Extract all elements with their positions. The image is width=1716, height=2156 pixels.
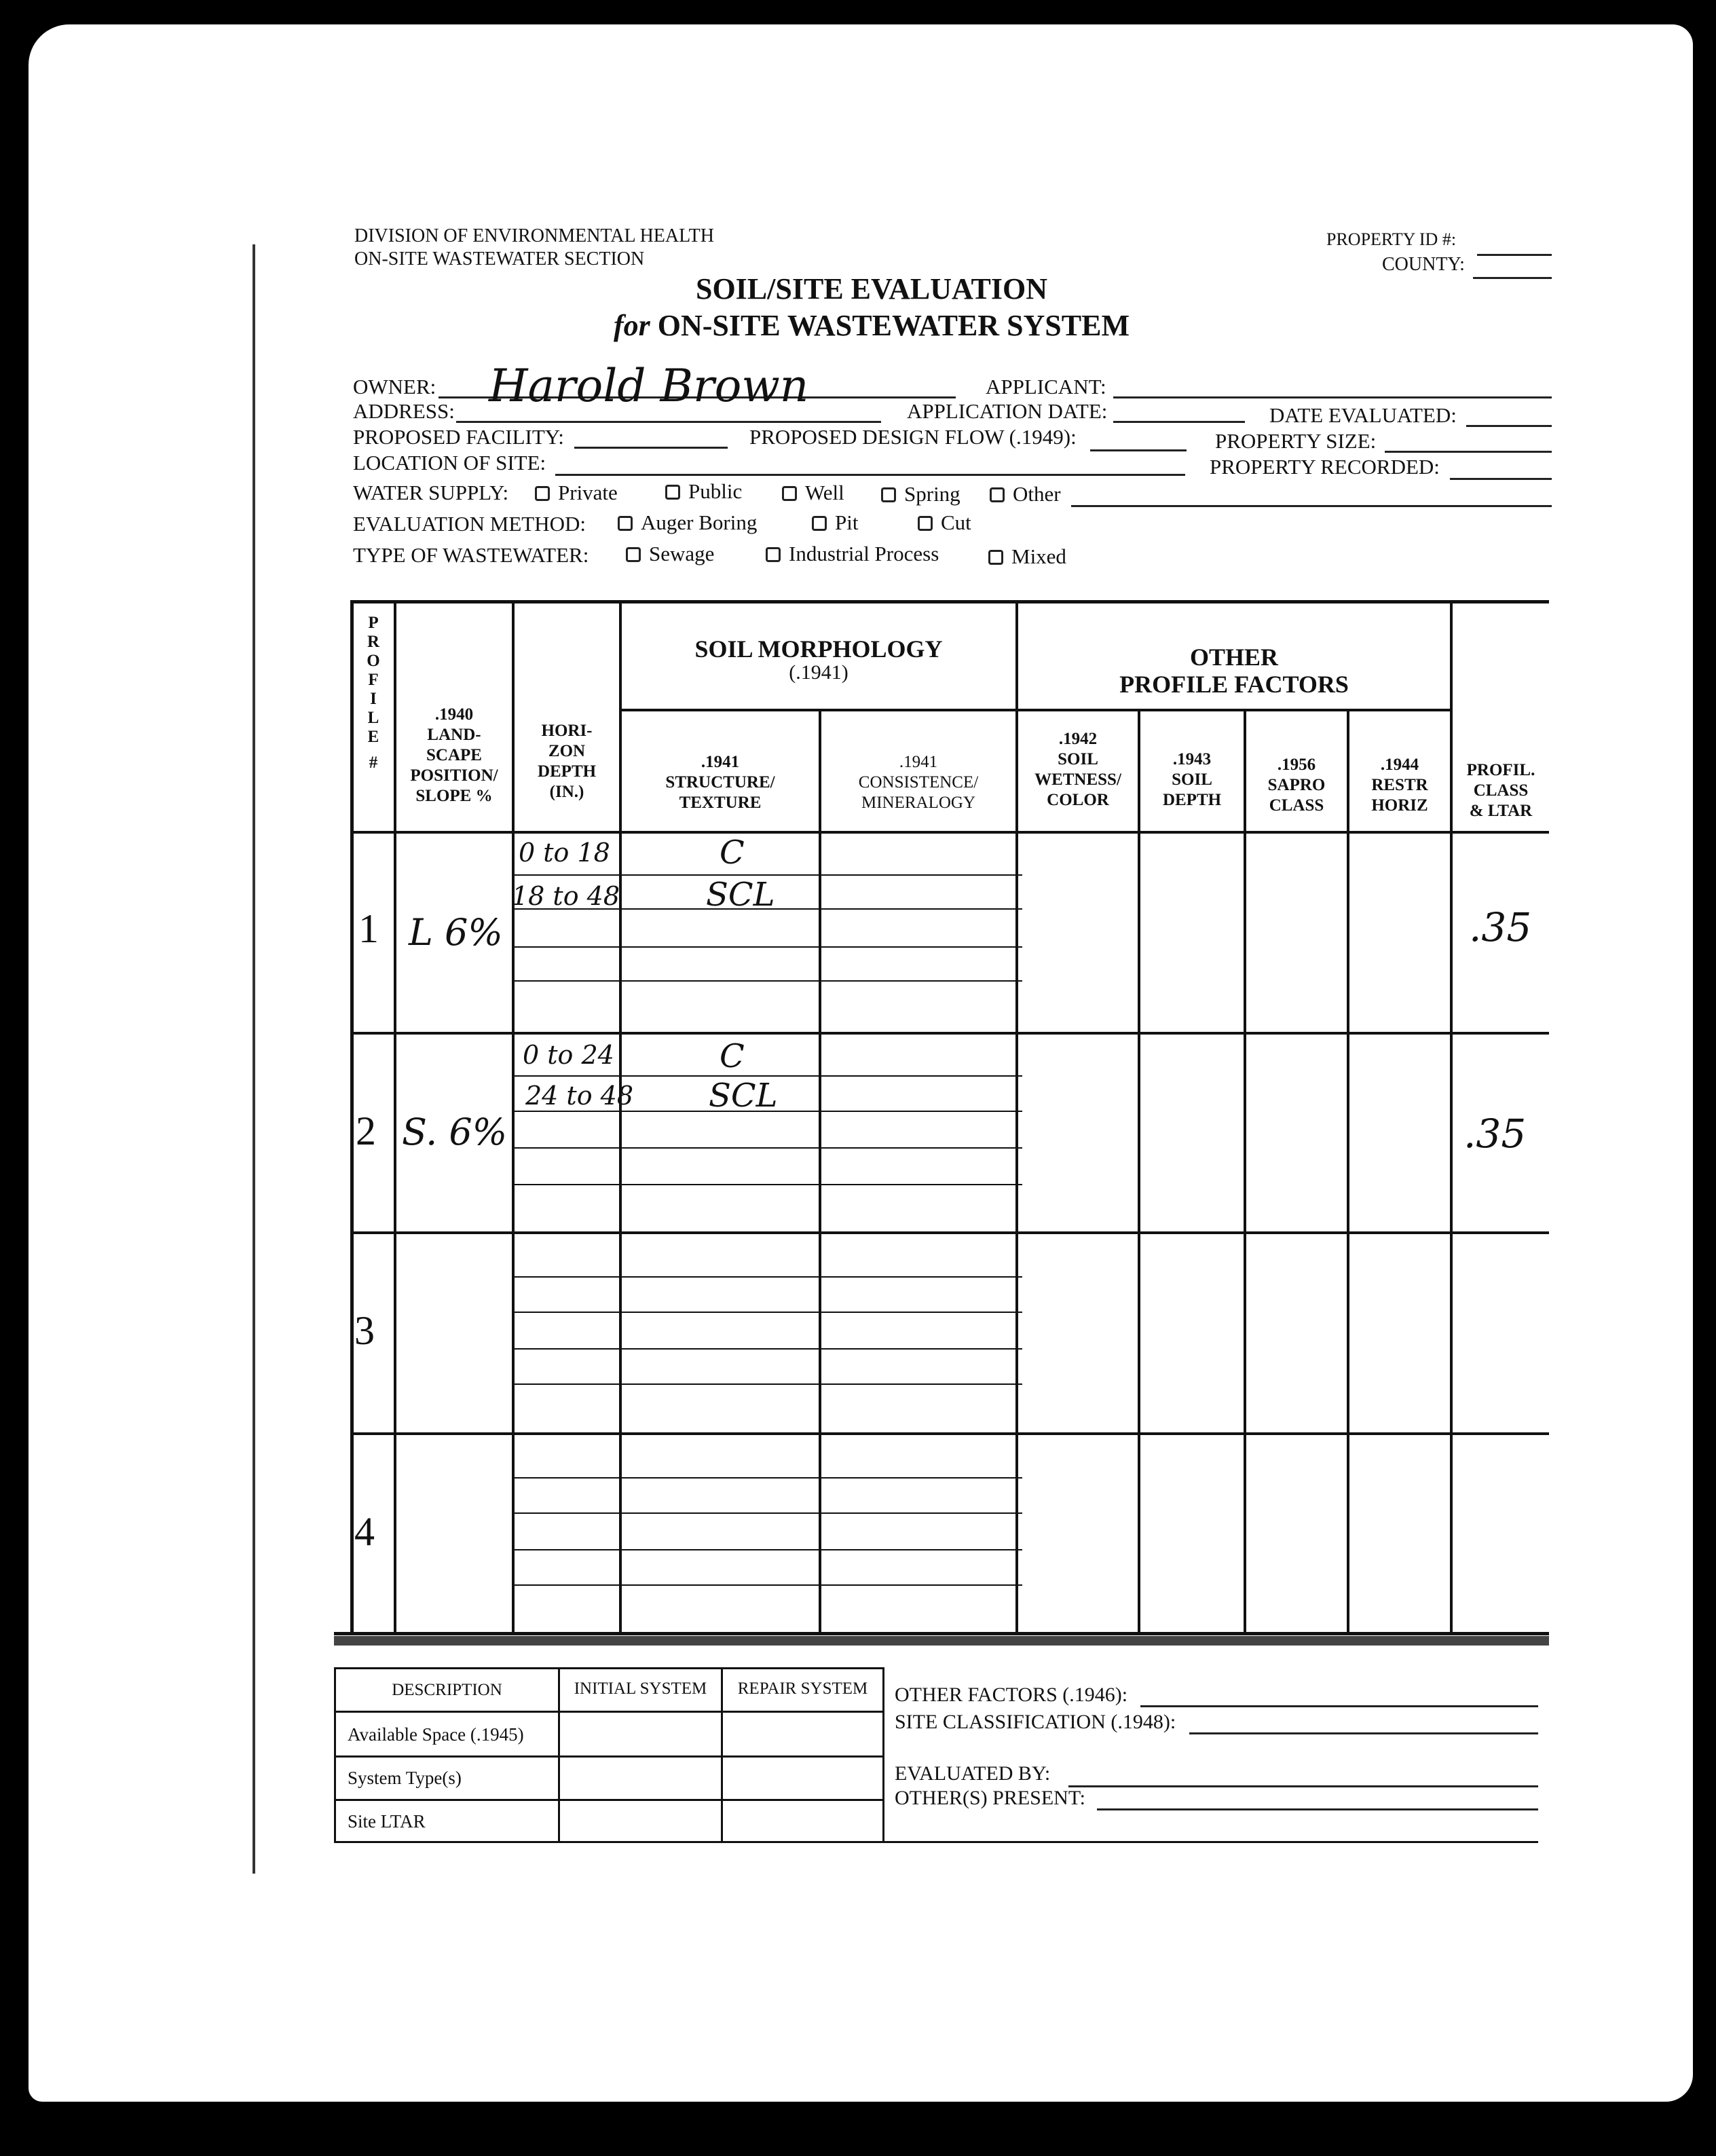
other-factors-header: OTHER PROFILE FACTORS (1119, 644, 1349, 698)
proposed-facility-line (574, 447, 728, 449)
cut-checkbox[interactable]: Cut (918, 510, 971, 535)
profile-1-ltar: .35 (1469, 904, 1532, 950)
profile-number-3: 3 (354, 1308, 375, 1353)
page-left-rule (253, 244, 255, 1874)
profile-1-texture-2: SCL (706, 876, 775, 914)
structure-col-header: .1941 STRUCTURE/ TEXTURE (665, 753, 775, 812)
system-type-label: System Type(s) (348, 1768, 462, 1788)
water-other-line (1071, 505, 1552, 507)
soil-morphology-header: SOIL MORPHOLOGY (.1941) (694, 635, 943, 684)
profile-col-header: P R O F I L E # (367, 614, 380, 772)
date-evaluated-line (1466, 425, 1552, 427)
soil-depth-col-header: .1943 SOIL DEPTH (1162, 750, 1222, 809)
water-spring-checkbox[interactable]: Spring (881, 482, 960, 506)
initial-system-header: INITIAL SYSTEM (574, 1679, 707, 1698)
profile-2-texture-1: C (720, 1037, 745, 1075)
landscape-col-header: .1940 LAND- SCAPE POSITION/ SLOPE % (410, 705, 498, 805)
others-present-line (1097, 1808, 1538, 1810)
form-title: SOIL/SITE EVALUATION (695, 272, 1047, 305)
mixed-checkbox[interactable]: Mixed (988, 544, 1066, 569)
profile-2-depth-1: 0 to 24 (523, 1040, 614, 1070)
pit-checkbox[interactable]: Pit (812, 510, 858, 535)
site-ltar-label: Site LTAR (348, 1811, 426, 1832)
profile-2-slope: S. 6% (402, 1111, 508, 1153)
others-present-label: OTHER(S) PRESENT: (895, 1787, 1086, 1809)
evaluation-method-label: EVALUATION METHOD: (353, 512, 586, 536)
profile-number-4: 4 (354, 1509, 375, 1554)
design-flow-label: PROPOSED DESIGN FLOW (.1949): (749, 425, 1077, 449)
property-size-line (1385, 451, 1552, 453)
profile-2-depth-2: 24 to 48 (525, 1081, 634, 1111)
profile-class-col-header: PROFIL. CLASS & LTAR (1466, 761, 1535, 820)
property-recorded-label: PROPERTY RECORDED: (1210, 455, 1440, 479)
available-space-label: Available Space (.1945) (348, 1724, 524, 1745)
form-subtitle: for ON-SITE WASTEWATER SYSTEM (613, 309, 1130, 342)
sewage-checkbox[interactable]: Sewage (626, 542, 714, 566)
division-label: DIVISION OF ENVIRONMENTAL HEALTH (354, 225, 714, 246)
restr-col-header: .1944 RESTR HORIZ (1371, 756, 1428, 815)
sapro-col-header: .1956 SAPRO CLASS (1267, 756, 1326, 815)
application-date-label: APPLICATION DATE: (907, 399, 1108, 423)
profile-2-ltar: .35 (1463, 1111, 1527, 1157)
wastewater-type-label: TYPE OF WASTEWATER: (353, 543, 589, 567)
industrial-process-checkbox[interactable]: Industrial Process (766, 542, 939, 566)
location-line (555, 474, 1185, 476)
profile-number-2: 2 (356, 1109, 376, 1153)
profile-table (334, 600, 1549, 1635)
profile-1-depth-2: 18 to 48 (512, 881, 620, 911)
wetness-col-header: .1942 SOIL WETNESS/ COLOR (1034, 730, 1121, 809)
owner-label: OWNER: (353, 375, 436, 398)
proposed-facility-label: PROPOSED FACILITY: (353, 425, 564, 449)
other-factors-label: OTHER FACTORS (.1946): (895, 1684, 1128, 1706)
county-label: COUNTY: (1382, 254, 1465, 275)
water-supply-label: WATER SUPPLY: (353, 481, 509, 504)
site-classification-line (1189, 1732, 1538, 1734)
applicant-label: APPLICANT: (986, 375, 1106, 398)
repair-system-header: REPAIR SYSTEM (737, 1679, 868, 1698)
profile-1-depth-1: 0 to 18 (519, 838, 610, 868)
horizon-col-header: HORI- ZON DEPTH (IN.) (537, 722, 597, 801)
water-other-checkbox[interactable]: Other (990, 482, 1061, 506)
address-line (456, 421, 881, 423)
address-label: ADDRESS: (353, 399, 455, 423)
evaluated-by-line (1068, 1785, 1538, 1787)
water-private-checkbox[interactable]: Private (535, 481, 618, 505)
other-factors-line (1140, 1705, 1538, 1707)
section-label: ON-SITE WASTEWATER SECTION (354, 248, 645, 270)
site-classification-label: SITE CLASSIFICATION (.1948): (895, 1711, 1176, 1733)
application-date-line (1113, 421, 1245, 423)
consistence-col-header: .1941 CONSISTENCE/ MINERALOGY (858, 753, 979, 812)
water-public-checkbox[interactable]: Public (665, 479, 742, 504)
profile-2-texture-2: SCL (709, 1077, 778, 1115)
property-size-label: PROPERTY SIZE: (1215, 429, 1377, 453)
applicant-line (1113, 396, 1552, 398)
profile-1-texture-1: C (720, 834, 745, 872)
property-id-line (1477, 254, 1552, 256)
owner-value: Harold Brown (489, 360, 809, 412)
profile-number-1: 1 (358, 906, 379, 951)
auger-boring-checkbox[interactable]: Auger Boring (618, 510, 757, 535)
date-evaluated-label: DATE EVALUATED: (1269, 403, 1457, 427)
water-well-checkbox[interactable]: Well (782, 481, 844, 505)
description-header: DESCRIPTION (392, 1681, 502, 1699)
location-label: LOCATION OF SITE: (353, 451, 546, 475)
profile-1-slope: L 6% (409, 911, 503, 954)
property-recorded-line (1450, 478, 1552, 480)
design-flow-line (1090, 449, 1187, 451)
evaluated-by-label: EVALUATED BY: (895, 1762, 1051, 1785)
property-id-label: PROPERTY ID #: (1326, 229, 1457, 249)
